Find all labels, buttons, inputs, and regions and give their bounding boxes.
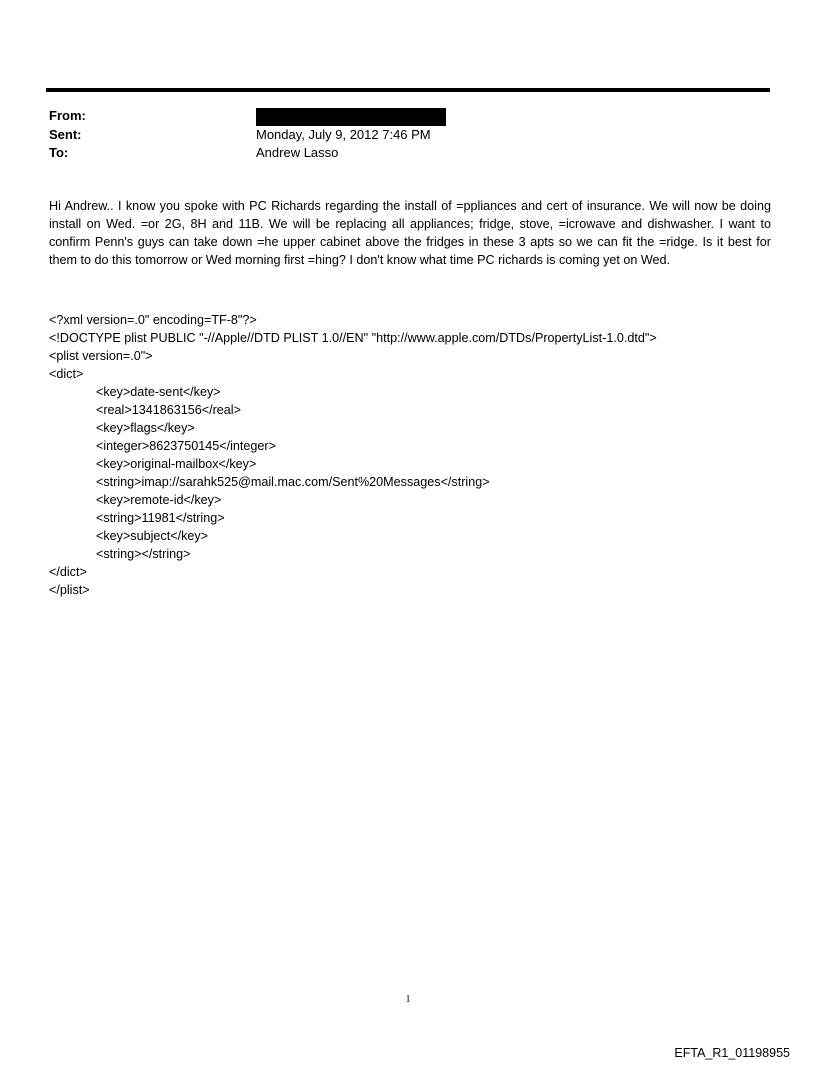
xml-line: <key>flags</key> xyxy=(96,421,195,435)
to-label: To: xyxy=(49,145,69,160)
redacted-sender-block xyxy=(256,108,446,126)
message-body: Hi Andrew.. I know you spoke with PC Richards regarding the install of =ppliances and cert of insurance. We will now be doing install on Wed. =or 2G, 8H and 11B. We will be replacing all appliances; fridge, stove, =icrowave and dishwasher. I want to confirm Penn's guys can take down =he upper cabinet above the fridges in these 3 apts so we can fit the =ridge. Is it best for them to do this tomorrow or Wed morning first =hing? I don't know what time PC richards is coming yet on Wed. xyxy=(49,199,771,267)
document-id: EFTA_R1_01198955 xyxy=(674,1046,790,1060)
xml-line: <string>11981</string> xyxy=(96,511,225,525)
xml-line: <key>original-mailbox</key> xyxy=(96,457,257,471)
page-number: 1 xyxy=(405,994,411,1005)
sent-label: Sent: xyxy=(49,127,82,142)
xml-line: </dict> xyxy=(49,565,87,579)
xml-line: </plist> xyxy=(49,583,90,597)
xml-line: <string></string> xyxy=(96,547,191,561)
from-label: From: xyxy=(49,108,86,123)
xml-line: <dict> xyxy=(49,367,84,381)
header-rule xyxy=(46,88,770,92)
xml-line: <key>remote-id</key> xyxy=(96,493,222,507)
plist-xml-block xyxy=(49,311,771,599)
xml-line: <string>imap://sarahk525@mail.mac.com/Sent%20Messages</string> xyxy=(96,475,490,489)
to-value: Andrew Lasso xyxy=(256,145,339,160)
xml-line: <!DOCTYPE plist PUBLIC "-//Apple//DTD PLIST 1.0//EN" "http://www.apple.com/DTDs/PropertyList-1.0.dtd"> xyxy=(49,331,657,345)
sent-value: Monday, July 9, 2012 7:46 PM xyxy=(256,127,431,142)
xml-line: <key>subject</key> xyxy=(96,529,209,543)
xml-line: <?xml version=.0" encoding=TF-8"?> xyxy=(49,313,257,327)
xml-line: <integer>8623750145</integer> xyxy=(96,439,276,453)
xml-line: <key>date-sent</key> xyxy=(96,385,221,399)
xml-line: <real>1341863156</real> xyxy=(96,403,241,417)
xml-line: <plist version=.0"> xyxy=(49,349,153,363)
